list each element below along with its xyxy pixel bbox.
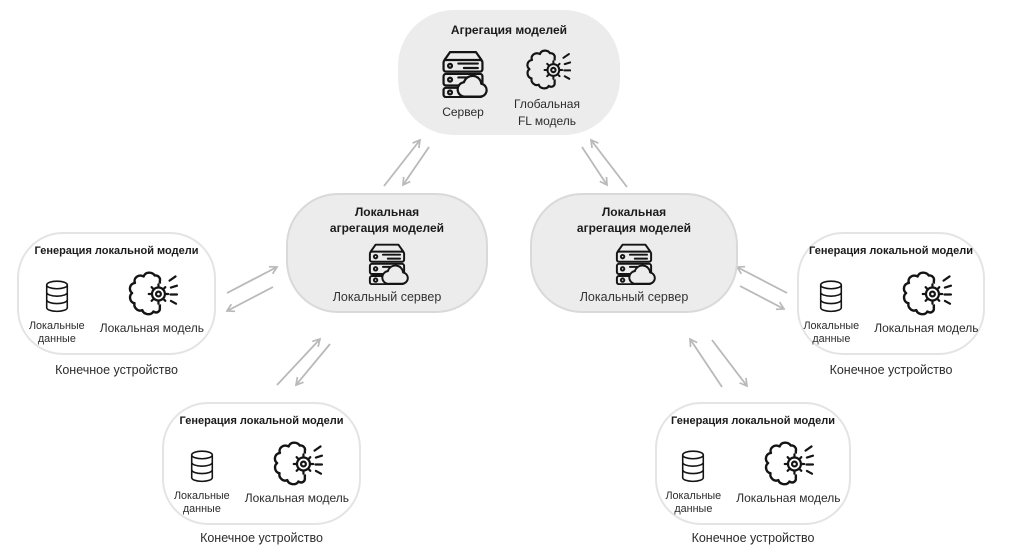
node-title: Локальная агрегация моделей [329, 205, 445, 235]
node-device-right [797, 232, 985, 355]
node-title: Генерация локальной модели [671, 415, 835, 427]
local-model-label: Локальная модель [874, 321, 979, 335]
device-caption-bottom-left: Конечное устройство [200, 531, 323, 545]
device-caption-right: Конечное устройство [829, 363, 953, 377]
server-cloud-icon [438, 48, 488, 98]
node-title: Генерация локальной модели [179, 415, 344, 427]
database-icon [43, 279, 71, 314]
server-label: Сервер [442, 104, 484, 119]
local-data-label: Локальные данные [803, 320, 860, 346]
local-model-label: Локальная модель [99, 321, 205, 335]
node-title: Генерация локальной модели [34, 245, 199, 257]
node-local-aggregation-left [286, 193, 488, 313]
arrow-top-to-hubleft [403, 147, 429, 185]
brain-gear-icon [762, 440, 814, 488]
local-data-label: Локальные данные [665, 490, 722, 516]
node-global-aggregation [398, 10, 620, 135]
node-title: Локальная агрегация моделей [576, 205, 692, 235]
node-device-bottom-left [162, 402, 361, 525]
brain-gear-icon [524, 48, 571, 92]
arrow-devbl-to-hubleft [277, 339, 320, 385]
arrow-hubleft-to-devbl [296, 344, 330, 385]
device-caption-left: Конечное устройство [55, 363, 178, 377]
arrow-top-to-hubright [582, 147, 607, 185]
arrow-hubleft-to-devleft [227, 287, 273, 311]
node-local-aggregation-right [530, 193, 738, 313]
arrow-hubright-to-top [591, 140, 627, 187]
node-title: Генерация локальной модели [809, 245, 973, 257]
server-cloud-icon [612, 241, 656, 285]
local-model-label: Локальная модель [244, 491, 350, 505]
arrow-hubright-to-devright [740, 286, 784, 309]
node-device-bottom-right [655, 402, 851, 525]
node-title: Агрегация моделей [450, 23, 568, 37]
database-icon [188, 449, 216, 484]
brain-gear-icon [271, 440, 323, 488]
local-server-label: Локальный сервер [579, 289, 689, 304]
arrow-hubleft-to-top [384, 140, 420, 186]
brain-gear-icon [126, 270, 178, 318]
database-icon [679, 449, 707, 484]
local-data-label: Локальные данные [173, 490, 230, 516]
database-icon [817, 279, 845, 314]
brain-gear-icon [900, 270, 952, 318]
node-device-left [17, 232, 216, 355]
device-caption-bottom-right: Конечное устройство [691, 531, 815, 545]
server-cloud-icon [365, 241, 409, 285]
local-model-label: Локальная модель [736, 491, 841, 505]
local-data-label: Локальные данные [28, 320, 85, 346]
local-server-label: Локальный сервер [332, 289, 442, 304]
global-model-label: Глобальная FL модель [514, 96, 580, 128]
